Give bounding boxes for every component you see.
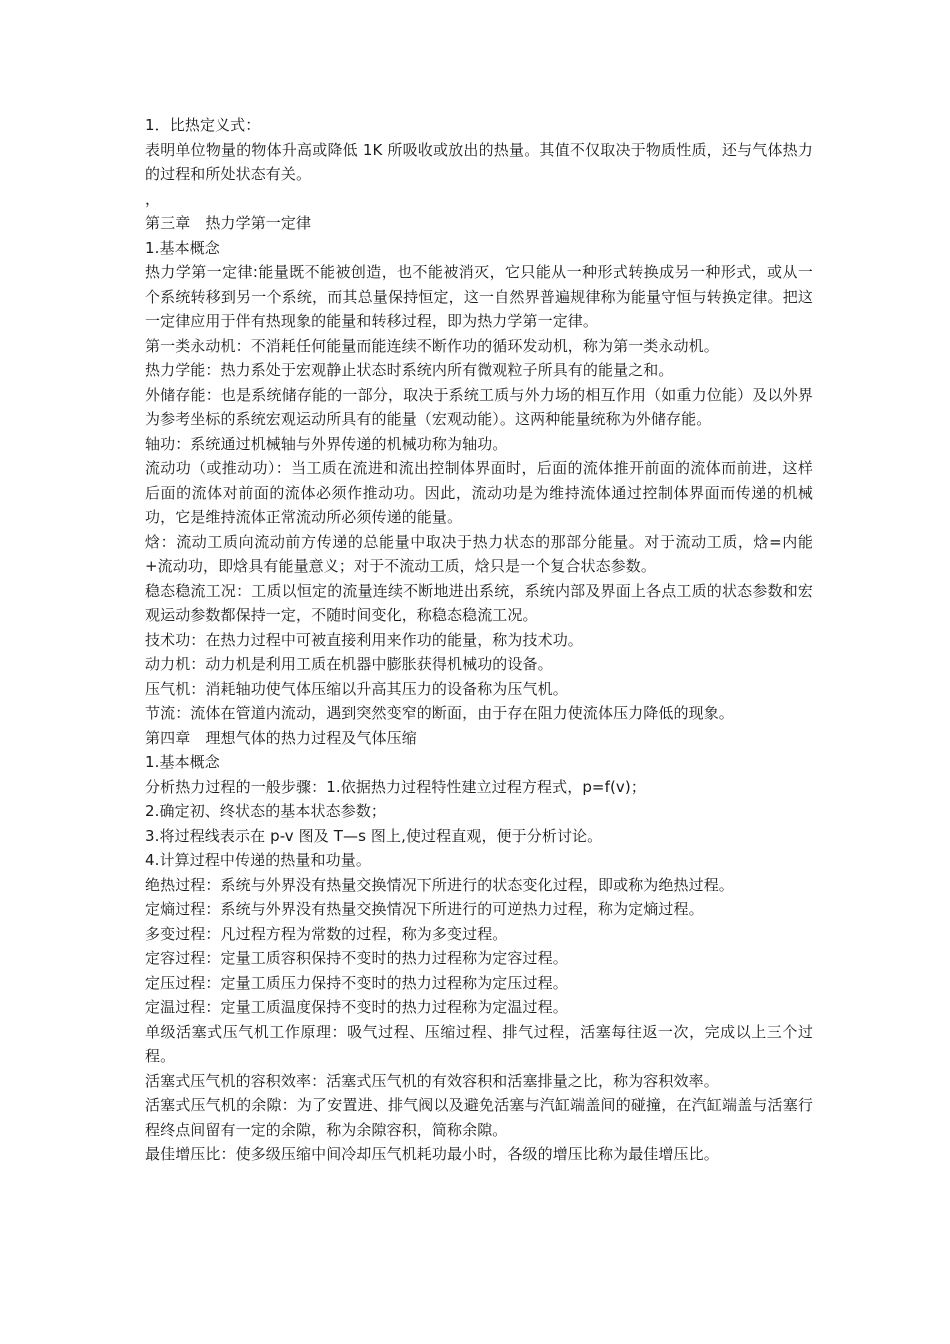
section-heading: 1.基本概念 [145, 238, 220, 257]
paragraph: 第一类永动机：不消耗任何能量而能连续不断作功的循环发动机，称为第一类永动机。 [145, 336, 719, 355]
paragraph: 活塞式压气机的容积效率：活塞式压气机的有效容积和活塞排量之比，称为容积效率。 [145, 1071, 719, 1090]
section-heading: 1.基本概念 [145, 753, 220, 771]
paragraph: 2.确定初、终状态的基本状态参数； [145, 802, 387, 820]
paragraph: 多变过程：凡过程方程为常数的过程，称为多变过程。 [145, 924, 508, 943]
paragraph: 热力学第一定律:能量既不能被创造，也不能被消灭，它只能从一种形式转换成另一种形式，或从一个系统转移到另一个系统，而其总量保持恒定，这一自然界普遍规律称为能量守恒与转换定律。把这一定律应用于伴有热现象的能量和转移过程，即为热力学第一定律。 [145, 263, 813, 330]
paragraph: 稳态稳流工况：工质以恒定的流量连续不断地进出系统，系统内部及界面上各点工质的状态参数和宏观运动参数都保持一定，不随时间变化，称稳态稳流工况。 [145, 581, 813, 624]
paragraph: 动力机：动力机是利用工质在机器中膨胀获得机械功的设备。 [145, 655, 553, 673]
document-page [145, 113, 813, 1167]
paragraph: 焓：流动工质向流动前方传递的总能量中取决于热力状态的那部分能量。对于流动工质，焓=内能+流动功，即焓具有能量意义；对于不流动工质，焓只是一个复合状态参数。 [145, 532, 813, 575]
paragraph: 最佳增压比：使多级压缩中间冷却压气机耗功最小时，各级的增压比称为最佳增压比。 [145, 1145, 719, 1163]
paragraph: 外储存能：也是系统储存能的一部分，取决于系统工质与外力场的相互作用（如重力位能）及以外界为参考坐标的系统宏观运动所具有的能量（宏观动能）。这两种能量统称为外储存能。 [145, 385, 813, 428]
paragraph: 技术功：在热力过程中可被直接利用来作功的能量，称为技术功。 [145, 630, 583, 649]
paragraph: 绝热过程：系统与外界没有热量交换情况下所进行的状态变化过程，即或称为绝热过程。 [145, 875, 734, 894]
paragraph: 轴功：系统通过机械轴与外界传递的机械功称为轴功。 [145, 434, 508, 453]
paragraph: 表明单位物量的物体升高或降低 1K 所吸收或放出的热量。其值不仅取决于物质性质，还与气体热力的过程和所处状态有关。 [145, 140, 813, 183]
paragraph: 压气机：消耗轴功使气体压缩以升高其压力的设备称为压气机。 [145, 679, 568, 698]
paragraph: 定压过程：定量工质压力保持不变时的热力过程称为定压过程。 [145, 973, 568, 992]
paragraph: ， [145, 189, 161, 208]
paragraph: 4.计算过程中传递的热量和功量。 [145, 851, 371, 869]
paragraph: 定温过程：定量工质温度保持不变时的热力过程称为定温过程。 [145, 998, 568, 1016]
paragraph: 活塞式压气机的余隙：为了安置进、排气阀以及避免活塞与汽缸端盖间的碰撞，在汽缸端盖与活塞行程终点间留有一定的余隙，称为余隙容积，简称余隙。 [145, 1096, 813, 1139]
chapter-heading: 第四章 理想气体的热力过程及气体压缩 [145, 728, 417, 747]
paragraph: 节流：流体在管道内流动，遇到突然变窄的断面，由于存在阻力使流体压力降低的现象。 [145, 704, 734, 722]
chapter-heading: 第三章 热力学第一定律 [145, 214, 312, 232]
paragraph: 1．比热定义式： [145, 116, 261, 134]
paragraph: 定熵过程：系统与外界没有热量交换情况下所进行的可逆热力过程，称为定熵过程。 [145, 900, 704, 918]
paragraph: 定容过程：定量工质容积保持不变时的热力过程称为定容过程。 [145, 949, 568, 967]
paragraph: 3.将过程线表示在 p-v 图及 T—s 图上,使过程直观，便于分析讨论。 [145, 826, 603, 845]
paragraph: 分析热力过程的一般步骤：1.依据热力过程特性建立过程方程式，p=f(v)； [145, 777, 646, 796]
paragraph: 单级活塞式压气机工作原理：吸气过程、压缩过程、排气过程，活塞每往返一次，完成以上三个过程。 [145, 1022, 813, 1065]
paragraph: 流动功（或推动功）：当工质在流进和流出控制体界面时，后面的流体推开前面的流体而前进，这样后面的流体对前面的流体必须作推动功。因此，流动功是为维持流体通过控制体界面而传递的机械功，它是维持流体正常流动所必须传递的能量。 [145, 459, 813, 526]
paragraph: 热力学能：热力系处于宏观静止状态时系统内所有微观粒子所具有的能量之和。 [145, 361, 674, 379]
